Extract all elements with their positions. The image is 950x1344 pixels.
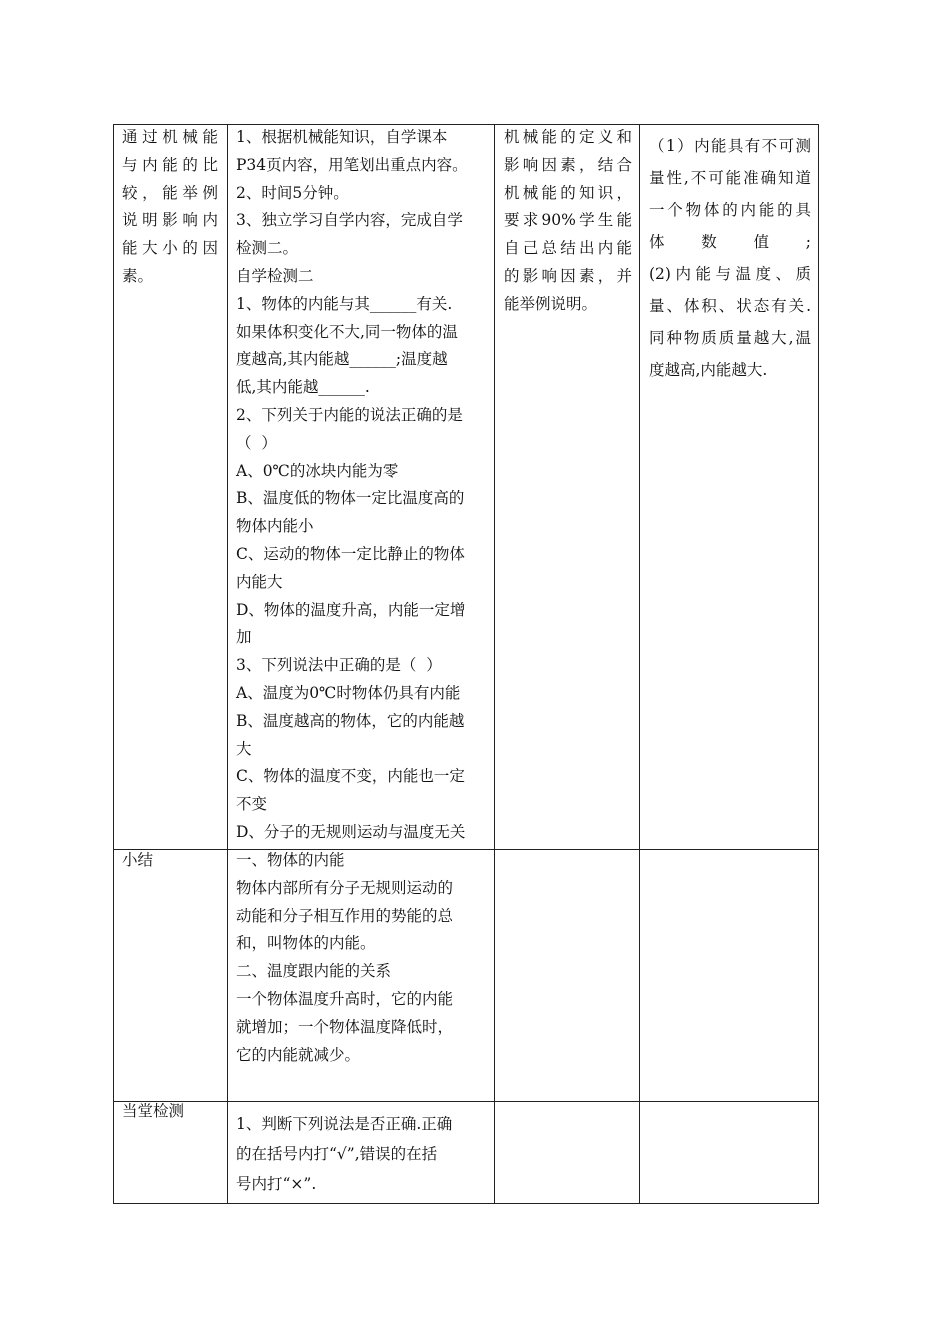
- answer-line: 体数值;: [649, 233, 811, 251]
- summary-line: 一、物体的内能: [236, 851, 345, 869]
- design-intent-line: 的影响因素，并: [504, 266, 632, 285]
- activity-line: 2、下列关于内能的说法正确的是: [236, 405, 463, 424]
- activity-line: D、分子的无规则运动与温度无关: [236, 822, 466, 841]
- answer-line: 量、体积、状态有关.: [649, 297, 811, 315]
- row3-label-cell: [122, 1098, 218, 1126]
- summary-line: 一个物体温度升高时，它的内能: [236, 989, 454, 1008]
- column-divider-1: [227, 125, 228, 1203]
- summary-line: 就增加；一个物体温度降低时，: [236, 1017, 454, 1036]
- design-intent-line: 要求90%学生能: [504, 211, 632, 230]
- activity-line: 低,其内能越______.: [236, 378, 370, 397]
- design-intent-line: 机械能的定义和: [504, 128, 632, 146]
- summary-line: 二、温度跟内能的关系: [236, 962, 392, 981]
- row3-quiz-cell: [236, 1109, 492, 1199]
- answer-line: 一个物体的内能的具: [649, 201, 811, 219]
- activity-line: C、运动的物体一定比静止的物体: [236, 544, 465, 563]
- activity-line: B、温度低的物体一定比温度高的: [236, 489, 465, 508]
- design-intent-line: 影响因素，结合: [504, 155, 632, 174]
- row-divider-2: [114, 1101, 818, 1102]
- answer-line: 同种物质质量越大,温: [649, 329, 811, 347]
- row1-activity-cell: [236, 124, 492, 847]
- summary-line: 和，叫物体的内能。: [236, 934, 376, 953]
- activity-line: A、温度为0℃时物体仍具有内能: [236, 683, 461, 702]
- design-intent-line: 自己总结出内能: [504, 239, 632, 258]
- answer-line: 量性,不可能准确知道: [649, 169, 811, 187]
- objective-line: 说明影响内: [122, 211, 218, 230]
- row1-design-intent-cell: [504, 124, 632, 319]
- quiz-line: 号内打“×”.: [236, 1175, 317, 1193]
- summary-line: 物体内部所有分子无规则运动的: [236, 878, 454, 897]
- column-divider-2: [494, 125, 495, 1203]
- quiz-label: 当堂检测: [122, 1102, 185, 1120]
- summary-label: 小结: [122, 851, 154, 869]
- answer-line: 度越高,内能越大.: [649, 361, 768, 379]
- answer-line: （1）内能具有不可测: [649, 137, 811, 155]
- activity-line: 不变: [236, 795, 268, 814]
- activity-line: 3、下列说法中正确的是（ ）: [236, 656, 442, 675]
- quiz-line: 的在括号内打“√”,错误的在括: [236, 1145, 438, 1163]
- design-intent-line: 机械能的知识，: [504, 183, 632, 202]
- activity-line: 2、时间5分钟。: [236, 183, 349, 202]
- objective-line: 通过机械能: [122, 128, 218, 146]
- activity-line: 自学检测二: [236, 266, 314, 285]
- activity-line: P34页内容，用笔划出重点内容。: [236, 155, 468, 174]
- summary-line: 它的内能就减少。: [236, 1045, 361, 1064]
- activity-line: 内能大: [236, 572, 283, 591]
- activity-line: C、物体的温度不变，内能也一定: [236, 767, 465, 786]
- activity-line: B、温度越高的物体，它的内能越: [236, 711, 465, 730]
- objective-line: 较，能举例: [122, 183, 218, 202]
- activity-line: 1、根据机械能知识，自学课本: [236, 128, 448, 146]
- design-intent-line: 能举例说明。: [504, 294, 598, 313]
- activity-line: 检测二。: [236, 239, 299, 258]
- row2-label-cell: [122, 847, 218, 875]
- activity-line: 1、物体的内能与其______有关.: [236, 294, 453, 313]
- activity-line: 如果体积变化不大,同一物体的温: [236, 322, 458, 341]
- activity-line: （ ）: [236, 433, 277, 452]
- activity-line: 物体内能小: [236, 517, 314, 536]
- activity-line: 3、独立学习自学内容，完成自学: [236, 211, 463, 230]
- activity-line: 大: [236, 739, 252, 758]
- column-divider-3: [639, 125, 640, 1203]
- activity-line: 度越高,其内能越______;温度越: [236, 350, 448, 369]
- row2-summary-cell: [236, 847, 492, 1069]
- answer-line: (2)内能与温度、质: [649, 265, 811, 283]
- objective-line: 能大小的因: [122, 239, 218, 258]
- row1-answer-cell: [649, 130, 811, 386]
- objective-line: 与内能的比: [122, 155, 218, 174]
- activity-line: 加: [236, 628, 252, 647]
- row1-objective-cell: [122, 124, 218, 291]
- activity-line: D、物体的温度升高，内能一定增: [236, 600, 466, 619]
- lesson-plan-table: [113, 124, 819, 1204]
- summary-line: 动能和分子相互作用的势能的总: [236, 906, 454, 925]
- activity-line: A、0℃的冰块内能为零: [236, 461, 399, 480]
- objective-line: 素。: [122, 266, 154, 285]
- quiz-line: 1、判断下列说法是否正确.正确: [236, 1115, 453, 1133]
